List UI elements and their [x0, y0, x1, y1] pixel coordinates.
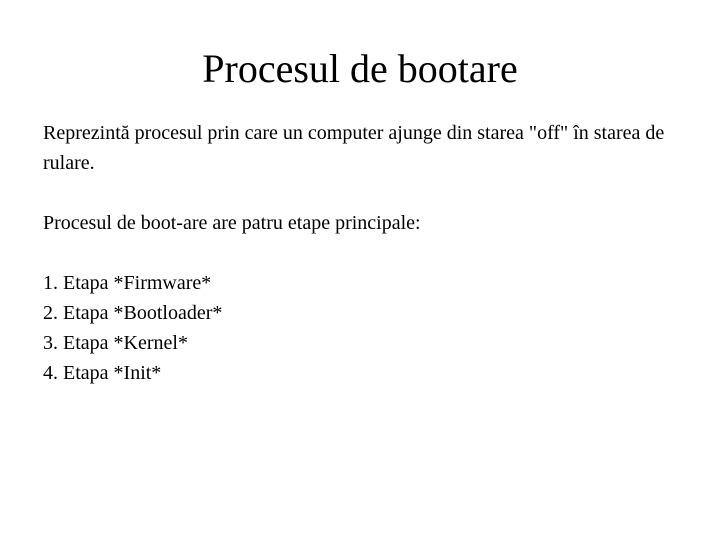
list-item-init: 4. Etapa *Init*	[43, 362, 162, 384]
slide-body	[43, 118, 703, 388]
slide-title: Procesul de bootare	[202, 46, 518, 91]
intro-paragraph: Reprezintă procesul prin care un computer ajunge din starea "off" în starea de rulare.	[43, 122, 665, 174]
spacer	[43, 178, 703, 208]
boot-stage-list	[43, 268, 703, 388]
list-item-firmware: 1. Etapa *Firmware*	[43, 272, 212, 294]
list-item-bootloader: 2. Etapa *Bootloader*	[43, 302, 223, 324]
stages-heading: Procesul de boot-are are patru etape principale:	[43, 212, 421, 234]
spacer	[43, 238, 703, 268]
list-item-kernel: 3. Etapa *Kernel*	[43, 332, 188, 354]
